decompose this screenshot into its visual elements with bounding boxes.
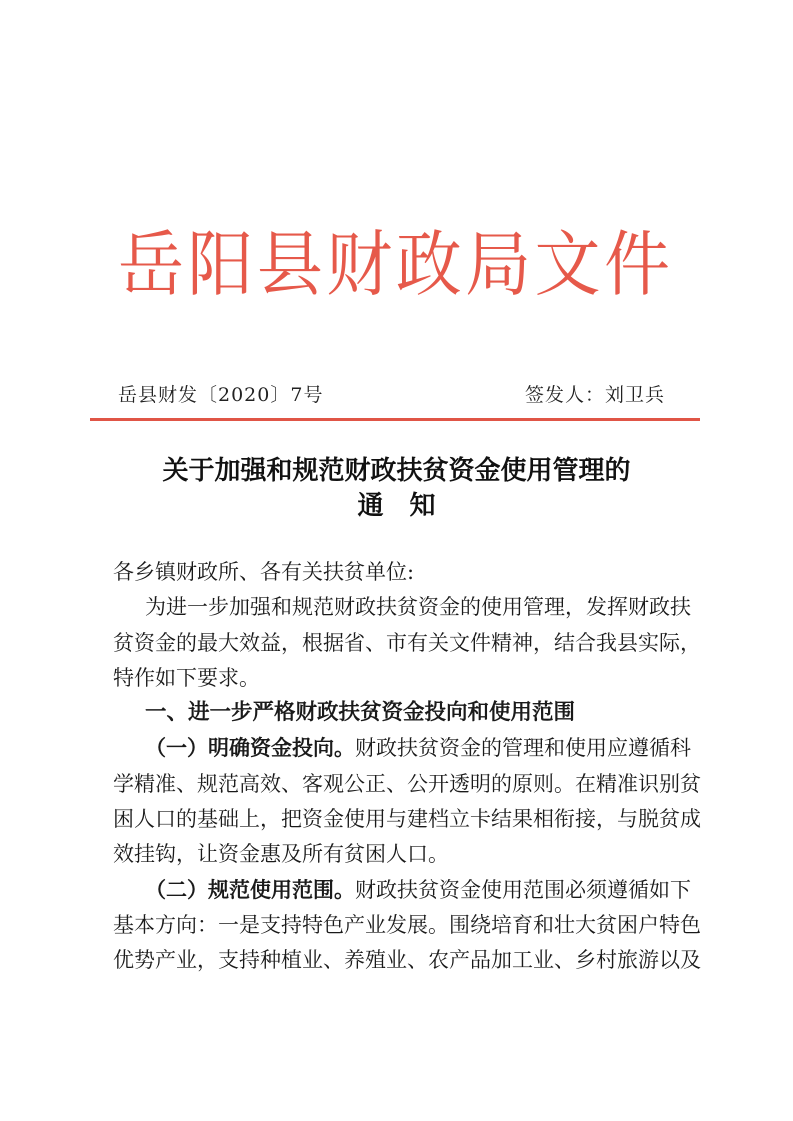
addressee: 各乡镇财政所、各有关扶贫单位: [113, 560, 415, 584]
masthead-char: 文 [534, 222, 601, 307]
masthead-char: 县 [256, 222, 323, 307]
masthead-char: 局 [465, 222, 532, 307]
subsection-line [113, 875, 691, 910]
paragraph-line: 优势产业，支持种植业、养殖业、农产品加工业、乡村旅游以及 [113, 948, 701, 973]
paragraph-line: 特作如下要求。 [113, 665, 260, 690]
paragraph-line: 为进一步加强和规范财政扶贫资金的使用管理，发挥财政扶 [145, 595, 691, 620]
document-masthead [118, 222, 670, 308]
document-body [113, 557, 701, 981]
paragraph-line: 困人口的基础上，把资金使用与建档立卡结果相衔接，与脱贫成 [113, 807, 701, 832]
subsection-label: （二）规范使用范围。 [145, 876, 355, 902]
red-divider [90, 418, 700, 421]
paragraph-text: 财政扶贫资金的管理和使用应遵循科 [355, 736, 691, 761]
subsection-line [113, 733, 691, 768]
document-title-line2: 通知 [357, 491, 462, 521]
paragraph-text: 财政扶贫资金使用范围必须遵循如下 [355, 877, 691, 902]
subsection-label: （一）明确资金投向。 [145, 735, 355, 761]
masthead-char: 政 [395, 222, 462, 307]
masthead-char: 财 [326, 222, 393, 307]
signer: 签发人：刘卫兵 [524, 384, 665, 406]
masthead-char: 岳 [118, 222, 184, 307]
document-number: 岳县财发〔2020〕7号 [118, 384, 324, 406]
paragraph-line: 基本方向：一是支持特色产业发展。围绕培育和壮大贫困户特色 [113, 912, 701, 937]
paragraph-line: 效挂钩，让资金惠及所有贫困人口。 [113, 842, 449, 867]
masthead-char: 件 [603, 222, 670, 307]
paragraph-line: 贫资金的最大效益，根据省、市有关文件精神，结合我县实际， [113, 630, 701, 655]
paragraph-line: 学精准、规范高效、客观公正、公开透明的原则。在精准识别贫 [113, 771, 701, 796]
document-title: 关于加强和规范财政扶贫资金使用管理的 [162, 456, 631, 486]
masthead-char: 阳 [187, 222, 254, 307]
section-heading: 一、进一步严格财政扶贫资金投向和使用范围 [145, 700, 576, 726]
